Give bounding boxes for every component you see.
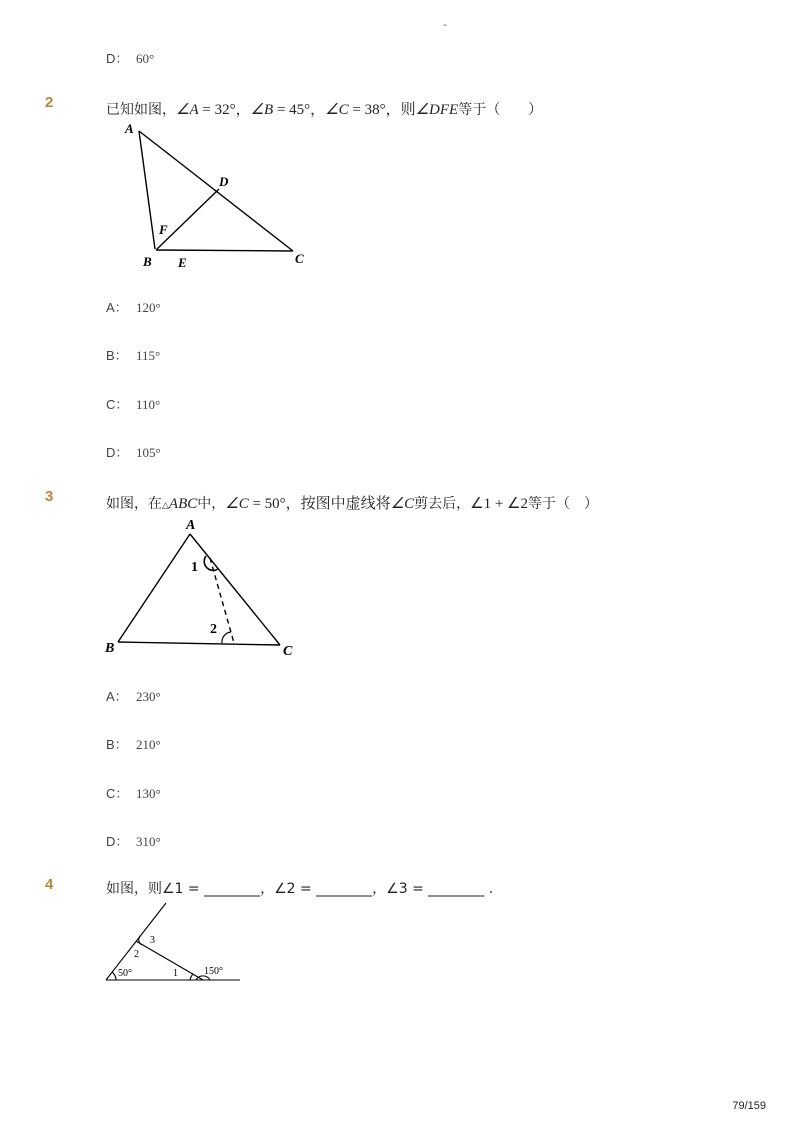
label-c: C — [295, 251, 304, 266]
stem-text: 中， — [197, 496, 226, 512]
angle-50-arc — [112, 972, 116, 980]
stem-text: 已知如图， — [106, 102, 176, 118]
option-d-label[interactable]: D： — [106, 51, 129, 66]
stem-math: ∠C — [225, 496, 249, 512]
top-mark: - — [443, 18, 447, 31]
label-b: B — [105, 641, 115, 656]
option-a-label[interactable]: A： — [106, 300, 128, 315]
label-angle-3: 3 — [150, 935, 155, 946]
label-b: B — [143, 254, 152, 269]
segment-bc — [118, 642, 280, 645]
option-c-value[interactable]: 110° — [136, 397, 161, 412]
question-number: 3 — [45, 488, 54, 505]
option-d-label[interactable]: D： — [106, 445, 129, 460]
option-b-label[interactable]: B： — [106, 737, 128, 752]
option-d-value[interactable]: 60° — [136, 51, 155, 66]
stem-math: ∠1 + ∠2 — [470, 496, 528, 512]
stem-text: = 32°， — [198, 102, 251, 118]
label-angle-150: 150° — [204, 966, 223, 977]
label-e: E — [178, 255, 187, 270]
label-f: F — [159, 222, 168, 237]
option-d-value[interactable]: 105° — [136, 445, 161, 460]
option-a-value[interactable]: 120° — [136, 300, 161, 315]
stem-math: ∠C — [325, 102, 349, 118]
segment-ac — [190, 534, 280, 645]
label-a: A — [125, 121, 134, 136]
label-angle-1: 1 — [191, 560, 198, 575]
option-b-value[interactable]: 115° — [136, 348, 161, 363]
stem-text: 等于（ ） — [458, 102, 543, 118]
label-angle-50: 50° — [118, 968, 132, 979]
stem-text: 如图，在 — [106, 496, 162, 512]
question-stem — [106, 492, 598, 513]
angle-2-arc — [222, 632, 231, 643]
page-number: 79/159 — [732, 1100, 766, 1112]
label-a: A — [186, 518, 196, 533]
segment-ab — [118, 534, 190, 642]
question-stem — [106, 98, 542, 119]
option-c-label[interactable]: C： — [106, 786, 129, 801]
stem-math: ∠DFE — [415, 102, 459, 118]
question-stem: 如图，则∠1 = ________，∠2 = ________，∠3 = ________ . — [106, 881, 494, 897]
label-angle-1: 1 — [173, 968, 178, 979]
option-a-value[interactable]: 230° — [136, 689, 161, 704]
angle-1-arc — [190, 974, 193, 980]
stem-math: ∠C — [390, 496, 415, 512]
segment-bd — [156, 189, 219, 250]
option-d-label[interactable]: D： — [106, 834, 129, 849]
stem-math: ABC — [168, 496, 198, 512]
triangle-figure-q2 — [115, 118, 325, 276]
stem-text: = 45°， — [273, 102, 326, 118]
label-c: C — [283, 644, 293, 659]
stem-text: 剪去后， — [414, 496, 471, 512]
stem-text: 等于（ ） — [528, 496, 598, 512]
label-angle-2: 2 — [210, 622, 217, 637]
stem-math: ∠B — [250, 102, 274, 118]
question-number: 4 — [45, 876, 54, 893]
option-b-label[interactable]: B： — [106, 348, 128, 363]
label-d: D — [219, 174, 229, 189]
angle-1-arc — [204, 556, 218, 570]
option-d-value[interactable]: 310° — [136, 834, 161, 849]
segment-bc — [156, 250, 293, 251]
triangle-symbol: △ — [162, 501, 169, 511]
option-a-label[interactable]: A： — [106, 689, 128, 704]
stem-math: ∠A — [176, 102, 199, 118]
triangle-figure-q3 — [100, 512, 300, 662]
stem-text: = 50°，按图中虚线将 — [248, 496, 391, 512]
option-c-value[interactable]: 130° — [136, 786, 161, 801]
option-b-value[interactable]: 210° — [136, 737, 161, 752]
question-number: 2 — [45, 94, 54, 111]
stem-text: = 38°，则 — [348, 102, 416, 118]
option-c-label[interactable]: C： — [106, 397, 129, 412]
angle-figure-q4 — [100, 898, 250, 988]
segment-ae — [139, 131, 155, 249]
label-angle-2: 2 — [134, 949, 139, 960]
